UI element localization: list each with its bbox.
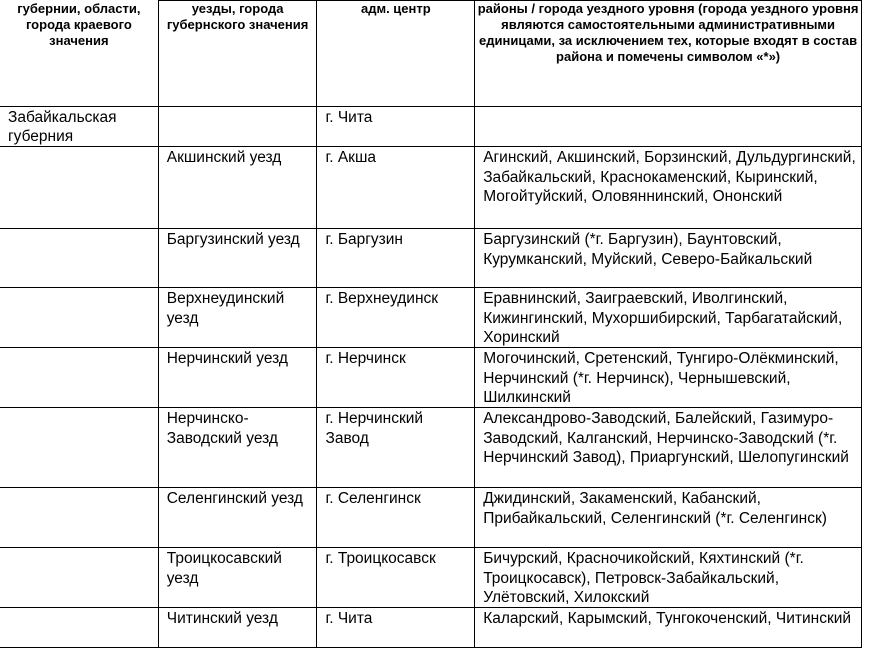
cell-center: г. Верхнеудинск — [317, 288, 475, 348]
cell-districts — [475, 107, 862, 147]
table-row — [0, 548, 862, 608]
cell-districts: Александрово-Заводский, Балейский, Газимуро-Заводский, Калганский, Нерчинско-Заводский (*г. Нерчинский Завод), Приаргунский, Шелопугинский — [475, 408, 862, 488]
cell-region — [0, 288, 158, 348]
cell-center: г. Нерчинск — [317, 348, 475, 408]
cell-center: г. Акша — [317, 147, 475, 229]
cell-center: г. Нерчинский Завод — [317, 408, 475, 488]
cell-districts: Еравнинский, Заиграевский, Иволгинский, Кижингинский, Мухоршибирский, Тарбагатайский, Хоринский — [475, 288, 862, 348]
cell-uezd: Баргузинский уезд — [158, 229, 317, 288]
cell-region — [0, 348, 158, 408]
header-uezd: уезды, города губернского значения — [158, 1, 317, 107]
table-row — [0, 147, 862, 229]
cell-center: г. Троицкосавск — [317, 548, 475, 608]
header-row — [0, 1, 862, 107]
cell-uezd: Верхнеудинский уезд — [158, 288, 317, 348]
cell-region — [0, 147, 158, 229]
cell-uezd: Нерчинский уезд — [158, 348, 317, 408]
cell-region — [0, 548, 158, 608]
cell-uezd: Нерчинско-Заводский уезд — [158, 408, 317, 488]
table-row — [0, 608, 862, 648]
cell-uezd — [158, 107, 317, 147]
cell-region — [0, 408, 158, 488]
cell-uezd: Селенгинский уезд — [158, 488, 317, 548]
table-row — [0, 288, 862, 348]
cell-districts: Агинский, Акшинский, Борзинский, Дульдургинский, Забайкальский, Краснокаменский, Кыринский, Могойтуйский, Оловяннинский, Ононский — [475, 147, 862, 229]
cell-center: г. Чита — [317, 608, 475, 648]
cell-region — [0, 229, 158, 288]
cell-region — [0, 608, 158, 648]
cell-districts: Бичурский, Красночикойский, Кяхтинский (*г. Троицкосавск), Петровск-Забайкальский, Улётовский, Хилокский — [475, 548, 862, 608]
cell-uezd: Акшинский уезд — [158, 147, 317, 229]
cell-region — [0, 488, 158, 548]
table-row — [0, 107, 862, 147]
cell-districts: Каларский, Карымский, Тунгокоченский, Читинский — [475, 608, 862, 648]
header-center: адм. центр — [317, 1, 475, 107]
cell-center: г. Селенгинск — [317, 488, 475, 548]
header-region: губернии, области, города краевого значения — [0, 1, 158, 107]
cell-districts: Джидинский, Закаменский, Кабанский, Прибайкальский, Селенгинский (*г. Селенгинск) — [475, 488, 862, 548]
table-row — [0, 348, 862, 408]
cell-uezd: Читинский уезд — [158, 608, 317, 648]
cell-region: Забайкальская губерния — [0, 107, 158, 147]
table-row — [0, 408, 862, 488]
cell-districts: Баргузинский (*г. Баргузин), Баунтовский, Курумканский, Муйский, Северо-Байкальский — [475, 229, 862, 288]
header-districts: районы / города уездного уровня (города уездного уровня являются самостоятельными административными единицами, за исключением тех, которые входят в состав района и помечены символом «*») — [475, 1, 862, 107]
cell-center: г. Чита — [317, 107, 475, 147]
table-row — [0, 229, 862, 288]
cell-uezd: Троицкосавский уезд — [158, 548, 317, 608]
cell-districts: Могочинский, Сретенский, Тунгиро-Олёкминский, Нерчинский (*г. Нерчинск), Чернышевский, Шилкинский — [475, 348, 862, 408]
cell-center: г. Баргузин — [317, 229, 475, 288]
table-row — [0, 488, 862, 548]
